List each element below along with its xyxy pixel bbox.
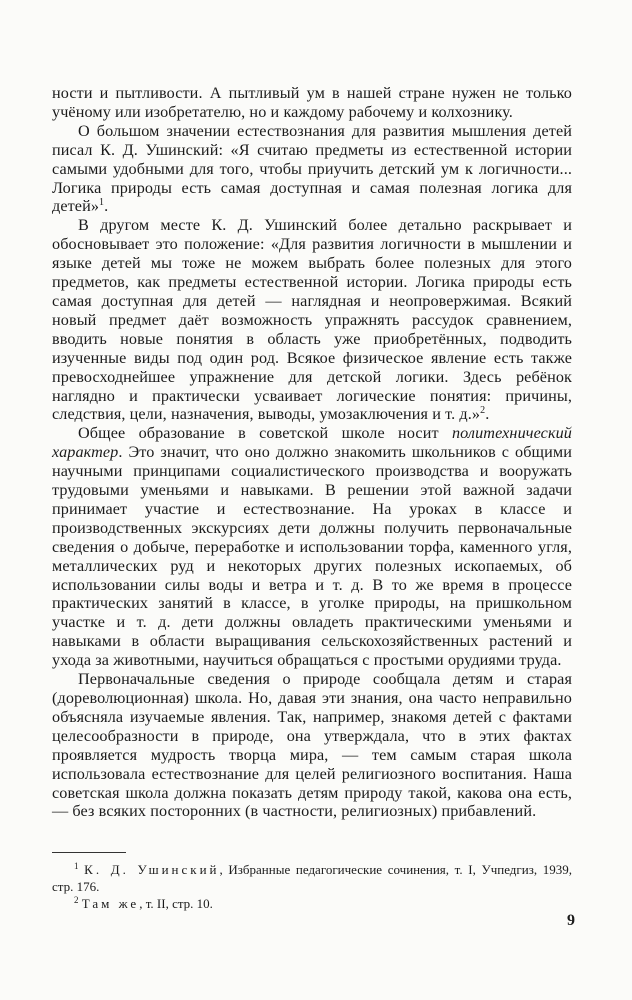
paragraph-logic-of-nature xyxy=(52,216,572,424)
footnote-text: , Избранные педагогические сочинения, т. I, Учпедгиз, 1939, стр. 176. xyxy=(52,862,572,894)
footnote-text: , т. II, стр. 10. xyxy=(139,896,213,911)
paragraph-text: В другом месте К. Д. Ушинский более детально раскрывает и обосновывает это положение: «Для развития логичности в мышлении и языке детей мы тоже не можем выбрать более полезных для этого предметов, как предметы естественной истории. Логика природы есть самая доступная для детей — наглядная и неопровержимая. Всякий новый предмет даёт возможность упражнять рассудок сравнением, вводить новые понятия в область уже приобретённых, подводить изученные виды под один род. Всякое физическое явление есть также превосходнейшее упражнение для детской логики. Здесь ребёнок наглядно и практически усваивает логические понятия: причины, следствия, цели, назначения, выводы, умозаключения и т. д.» xyxy=(52,216,572,424)
paragraph-text: . xyxy=(104,197,109,216)
footnote-number: 2 xyxy=(74,895,79,905)
paragraph-continuation xyxy=(52,84,572,122)
main-text xyxy=(52,84,572,821)
paragraph-text: О большом значении естествознания для развития мышления детей писал К. Д. Ушинский: «Я считаю предметы из естественной истории самыми удобными для того, чтобы приучить детский ум к логичности... Логика природы есть самая доступная и самая полезная логика для детей» xyxy=(52,121,572,216)
paragraph-text: . xyxy=(485,405,490,424)
paragraph-text: ности и пытливости. А пытливый ум в нашей стране нужен не только учёному или изобретателю, но и каждому рабочему и колхознику. xyxy=(52,84,572,121)
footnotes xyxy=(52,861,572,912)
footnote-number: 1 xyxy=(74,861,79,871)
emphasis-polytechnic: политехнический характер xyxy=(52,424,572,462)
footnote-ref-1: 1 xyxy=(99,197,105,209)
page-number: 9 xyxy=(567,912,575,929)
paragraph-polytechnic xyxy=(52,424,572,670)
paragraph-text: . Это значит, что оно должно знакомить школьников с общими научными принципами социалистического производства и вооружать трудовыми уменьями и навыками. В решении этой важной задачи принимает участие и естествознание. На уроках в классе и производственных экскурсиях дети должны получить первоначальные сведения о добыче, переработке и использовании торфа, каменного угля, металлических руд и некоторых других полезных ископаемых, об использовании силы воды и ветра и т. д. В то же время в процессе практических занятий в классе, в уголке природы, на пришкольном участке и т. д. дети должны овладеть практическими уменьями и навыками в области выращивания сельскохозяйственных растений и ухода за животными, научиться обращаться с простыми орудиями труда. xyxy=(52,443,572,670)
footnote-1 xyxy=(52,861,572,895)
footnote-2 xyxy=(52,895,572,912)
footnote-ref-2: 2 xyxy=(480,405,486,417)
footnote-ref-ibid: Там же xyxy=(81,896,140,911)
paragraph-text: Общее образование в советской школе носит xyxy=(78,424,452,443)
paragraph-old-school xyxy=(52,670,572,821)
paragraph-ushinsky-quote xyxy=(52,122,572,217)
footnote-divider xyxy=(52,852,126,853)
footnote-author: К. Д. Ушинский xyxy=(84,862,220,877)
paragraph-text: Первоначальные сведения о природе сообщала детям и старая (дореволюционная) школа. Но, давая эти знания, она часто неправильно объясняла изучаемые явления. Так, например, знакомя детей с фактами целесообразности в природе, она утверждала, что в этих фактах проявляется мудрость творца мира, — тем самым старая школа использовала естествознание для целей религиозного воспитания. Наша советская школа должна показать детям природу такой, какова она есть,— без всяких посторонних (в частности, религиозных) прибавлений. xyxy=(52,670,572,821)
